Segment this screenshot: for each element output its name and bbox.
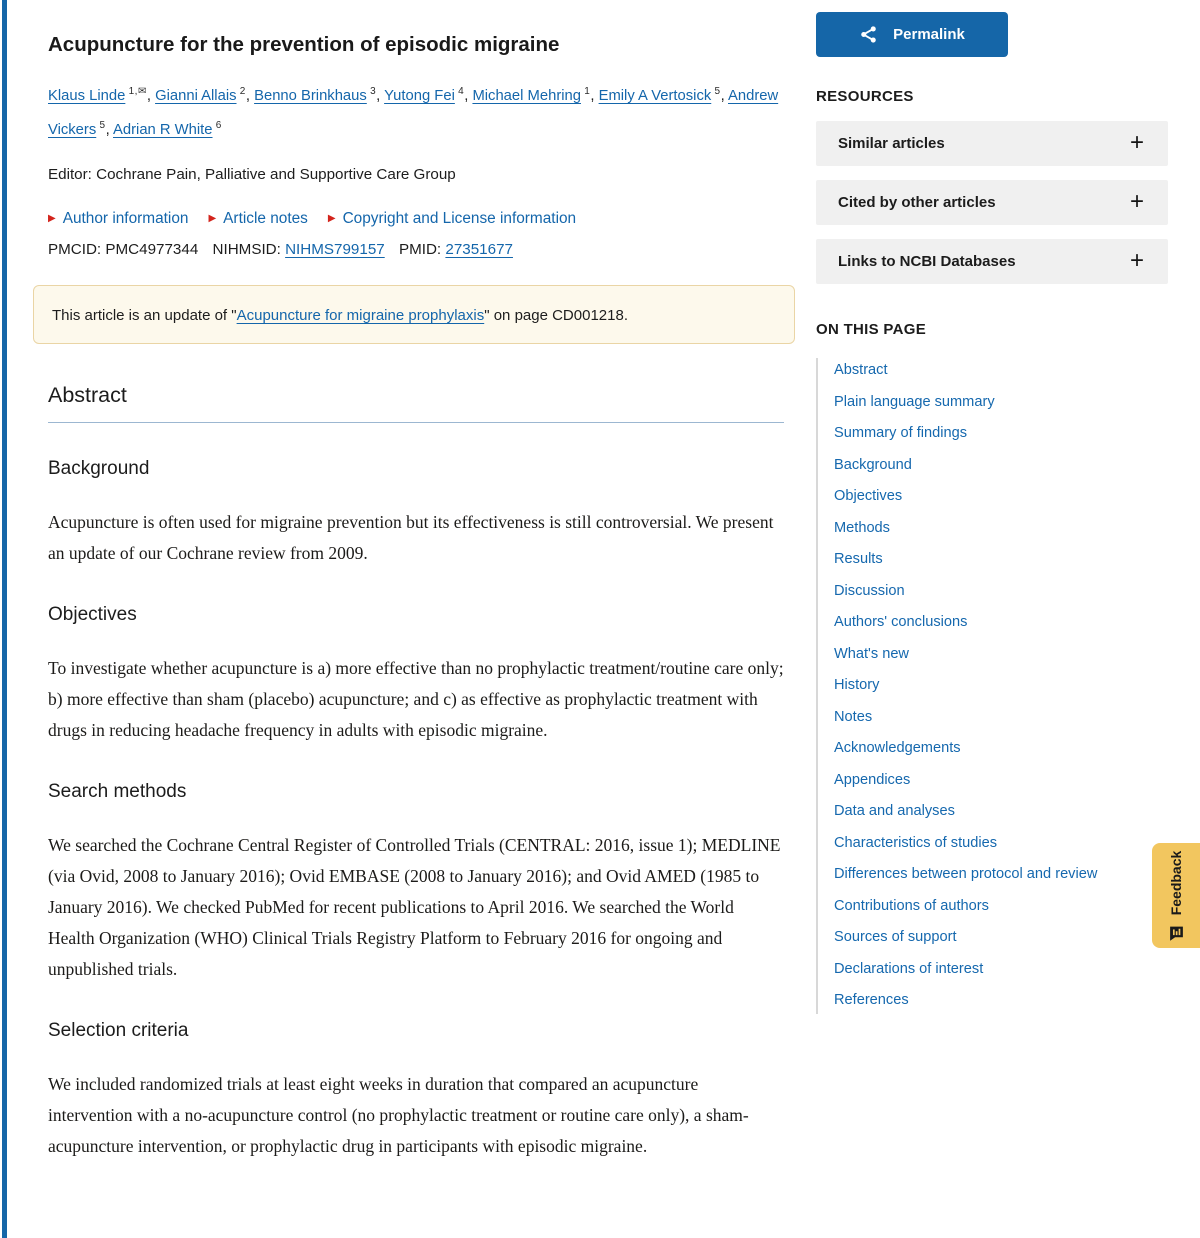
toc-link[interactable]: Discussion [834,582,905,599]
toc-link[interactable]: Methods [834,519,890,536]
author-affiliation-sup: 1 [581,86,591,97]
author-separator: , [245,87,255,104]
toc-item [834,550,1168,569]
author-affiliation-sup: 4 [454,86,465,97]
author-link[interactable]: Andrew Vickers [48,87,779,138]
toc-item [834,676,1168,695]
toc-item [834,519,1168,538]
id-value [285,241,385,258]
editor-line: Editor: Cochrane Pain, Palliative and Supportive Care Group [48,165,456,183]
author-link[interactable]: Gianni Allais [155,87,237,104]
feedback-icon [1168,924,1185,941]
info-link-item[interactable] [328,210,576,228]
abstract-section [48,781,784,985]
info-link[interactable]: Author information [62,209,189,227]
author-link[interactable]: Klaus Linde [48,87,126,104]
author-link[interactable]: Adrian R White [113,121,213,138]
toc-link[interactable]: Data and analyses [834,803,955,819]
plus-icon[interactable]: + [1129,187,1144,215]
toc-link[interactable]: Authors' conclusions [834,614,968,630]
toc-item [834,802,1168,821]
id-label: PMCID: [48,240,102,258]
toc-item [834,739,1168,758]
abstract-section [48,1020,784,1162]
article-info-links [48,210,784,228]
author [155,88,254,104]
author-separator: , [105,121,113,138]
toc-link[interactable]: Sources of support [834,929,957,945]
toc-item [834,771,1168,790]
info-link-item[interactable] [208,210,307,228]
abstract-section [48,604,784,746]
toc-item [834,393,1168,412]
author-separator: , [376,87,385,104]
author-list [48,77,784,145]
disclosure-triangle-icon: ▶ [208,212,217,224]
plus-icon[interactable]: + [1129,246,1144,274]
toc-item [834,361,1168,380]
id-label: PMID: [398,240,442,258]
section-text: We searched the Cochrane Central Register of Controlled Trials (CENTRAL: 2016, issue 1); MEDLINE (via Ovid, 2008 to January 2016); Ovid EMBASE (2008 to January 2016); and Ovid AMED (1985 to January 2016). We checked PubMed for recent publications to April 2016. We searched the World Health Organization (WHO) Clinical Trials Registry Platform to February 2016 for ongoing and unpublished trials. [48,834,781,979]
id-link[interactable]: 27351677 [445,240,513,258]
author-affiliation-sup: 5 [96,119,106,131]
share-icon [859,25,878,44]
author-link[interactable]: Michael Mehring [472,87,581,104]
toc-item [834,582,1168,601]
disclosure-triangle-icon: ▶ [48,212,56,224]
toc-link[interactable]: Acknowledgements [834,740,961,756]
author-separator: , [590,87,599,104]
update-notice-suffix: " on page CD001218. [484,306,628,324]
toc-link[interactable]: Objectives [834,488,903,504]
id-group [213,241,385,258]
toc-item [834,456,1168,475]
section-heading: Background [48,457,150,479]
permalink-label: Permalink [893,26,965,43]
info-link[interactable]: Copyright and License information [342,209,577,227]
toc-link[interactable]: Notes [834,708,873,725]
article-title: Acupuncture for the prevention of episodic migraine [48,33,560,56]
author [113,119,222,138]
author [254,88,384,104]
toc-item [834,960,1168,979]
toc-item [834,865,1168,884]
resources-accordion [816,121,1168,284]
author-affiliation-sup: 2 [236,86,246,97]
toc-item [834,424,1168,443]
on-this-page-nav [816,358,1168,1014]
toc-link[interactable]: Summary of findings [834,425,968,441]
toc-link[interactable]: Appendices [834,771,911,788]
id-link[interactable]: NIHMS799157 [285,240,385,258]
section-text: We included randomized trials at least eight weeks in duration that compared an acupuncture intervention with a no-acupuncture control (no prophylactic treatment or routine care only), a sham-acupuncture intervention, or prophylactic drug in participants with episodic migraine. [48,1073,749,1156]
toc-link[interactable]: Background [834,456,912,473]
resource-accordion-item[interactable] [816,180,1168,225]
author-link[interactable]: Emily A Vertosick [598,87,712,104]
abstract-section [48,458,784,569]
author-separator: , [464,87,473,104]
permalink-button[interactable] [816,12,1008,57]
info-link[interactable]: Article notes [223,209,308,227]
toc-item [834,645,1168,664]
resource-label: Links to NCBI Databases [838,253,1016,270]
abstract-sections [48,458,784,1162]
author-affiliation-sup: 1,✉ [125,86,147,97]
feedback-tab[interactable] [1152,843,1200,948]
toc-link[interactable]: History [834,677,880,693]
toc-link[interactable]: Abstract [834,362,888,378]
author [472,88,598,104]
id-group [399,241,513,258]
update-notice-link[interactable]: Acupuncture for migraine prophylaxis [236,306,485,324]
article-main-column [48,0,784,1162]
toc-link[interactable]: What's new [834,645,909,662]
id-value: PMC4977344 [105,240,199,258]
resource-label: Cited by other articles [838,194,996,211]
author-affiliation-sup: 5 [711,86,721,97]
toc-link[interactable]: Contributions of authors [834,897,989,914]
toc-item [834,708,1168,727]
resources-heading: RESOURCES [816,88,914,105]
plus-icon[interactable]: + [1129,128,1144,156]
toc-item [834,834,1168,853]
toc-link[interactable]: Characteristics of studies [834,834,998,851]
id-group [48,241,198,258]
toc-link[interactable]: Results [834,551,883,567]
toc-item [834,991,1168,1010]
abstract-heading: Abstract [48,383,784,423]
toc-link[interactable]: References [834,992,909,1008]
author-separator: , [720,87,728,104]
author [48,88,155,104]
section-text: Acupuncture is often used for migraine prevention but its effectiveness is still controversial. We present an update of our Cochrane review from 2009. [48,511,774,563]
author-link[interactable]: Yutong Fei [384,87,455,104]
feedback-tab-inner [1152,843,1200,948]
on-this-page-heading: ON THIS PAGE [816,321,926,338]
toc-item [834,928,1168,947]
section-heading: Objectives [48,603,137,625]
toc-link[interactable]: Plain language summary [834,393,995,410]
toc-item [834,897,1168,916]
id-label: NIHMSID: [212,240,281,258]
author-link[interactable]: Benno Brinkhaus [254,87,367,104]
id-value [445,241,513,258]
right-sidebar [816,0,1168,1014]
author-affiliation-sup: 6 [212,119,222,131]
author-separator: , [146,87,156,104]
author-affiliation-sup: 3 [366,86,377,97]
left-accent-bar [2,0,7,1238]
feedback-label: Feedback [1168,850,1184,915]
section-heading: Selection criteria [48,1019,189,1041]
toc-link[interactable]: Declarations of interest [834,960,984,977]
resource-accordion-item[interactable] [816,121,1168,166]
disclosure-triangle-icon: ▶ [327,212,336,224]
article-ids-row [48,241,784,258]
author [599,88,728,104]
author [384,88,472,104]
section-text: To investigate whether acupuncture is a) more effective than no prophylactic treatment/routine care only; b) more effective than sham (placebo) acupuncture; and c) as effective as prophylactic treatment with drugs in reducing headache frequency in adults with episodic migraine. [48,657,784,740]
update-notice-prefix: This article is an update of " [52,306,237,324]
toc-item [834,613,1168,632]
toc-item [834,487,1168,506]
section-heading: Search methods [48,780,187,802]
info-link-item[interactable] [48,210,188,228]
update-notice-box [33,285,795,344]
resource-label: Similar articles [838,135,945,152]
resource-accordion-item[interactable] [816,239,1168,284]
toc-link[interactable]: Differences between protocol and review [834,866,1098,882]
